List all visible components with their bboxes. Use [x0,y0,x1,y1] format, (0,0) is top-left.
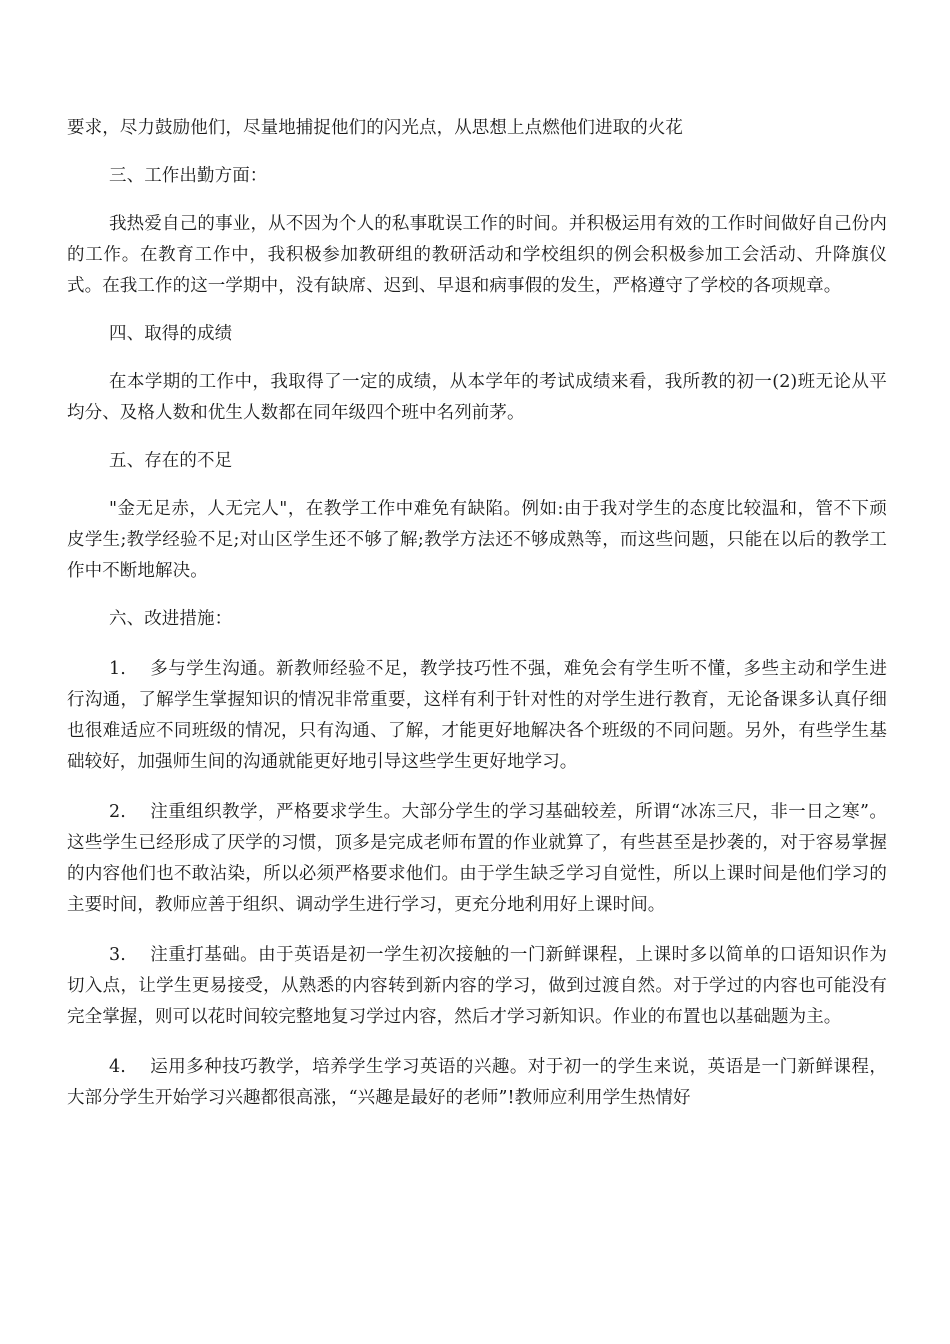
paragraph-continuation: 要求，尽力鼓励他们，尽量地捕捉他们的闪光点，从思想上点燃他们进取的火花 [67,118,683,138]
section-heading-shortcomings: 五、存在的不足 [109,451,233,471]
section-heading-attendance: 三、工作出勤方面： [109,166,268,186]
section-heading-achievements: 四、取得的成绩 [109,324,233,344]
paragraph-achievements: 在本学期的工作中，我取得了一定的成绩，从本学年的考试成绩来看，我所教的初一(2)班无论从平均分、及格人数和优生人数都在同年级四个班中名列前茅。 [67,372,887,423]
document-page [67,113,887,1114]
list-item-1: 1. 多与学生沟通。新教师经验不足，教学技巧性不强，难免会有学生听不懂，多些主动和学生进行沟通，了解学生掌握知识的情况非常重要，这样有利于针对性的对学生进行教育，无论备课多认真仔细也很难适应不同班级的情况，只有沟通、了解，才能更好地解决各个班级的不同问题。另外，有些学生基础较好，加强师生间的沟通就能更好地引导这些学生更好地学习。 [67,659,887,772]
section-heading-improvements: 六、改进措施： [109,609,233,629]
list-item-4: 4. 运用多种技巧教学，培养学生学习英语的兴趣。对于初一的学生来说，英语是一门新鲜课程，大部分学生开始学习兴趣都很高涨，“兴趣是最好的老师”!教师应利用学生热情好 [67,1057,887,1108]
list-item-3: 3. 注重打基础。由于英语是初一学生初次接触的一门新鲜课程，上课时多以简单的口语知识作为切入点，让学生更易接受，从熟悉的内容转到新内容的学习，做到过渡自然。对于学过的内容也可能没有完全掌握，则可以花时间较完整地复习学过内容，然后才学习新知识。作业的布置也以基础题为主。 [67,945,887,1027]
list-item-2: 2. 注重组织教学，严格要求学生。大部分学生的学习基础较差，所谓“冰冻三尺，非一日之寒”。这些学生已经形成了厌学的习惯，顶多是完成老师布置的作业就算了，有些甚至是抄袭的，对于容易掌握的内容他们也不敢沾染，所以必须严格要求他们。由于学生缺乏学习自觉性，所以上课时间是他们学习的主要时间，教师应善于组织、调动学生进行学习，更充分地利用好上课时间。 [67,802,887,915]
paragraph-attendance: 我热爱自己的事业，从不因为个人的私事耽误工作的时间。并积极运用有效的工作时间做好自己份内的工作。在教育工作中，我积极参加教研组的教研活动和学校组织的例会积极参加工会活动、升降旗仪式。在我工作的这一学期中，没有缺席、迟到、早退和病事假的发生，严格遵守了学校的各项规章。 [67,214,887,296]
paragraph-shortcomings: "金无足赤，人无完人"，在教学工作中难免有缺陷。例如:由于我对学生的态度比较温和，管不下顽皮学生;教学经验不足;对山区学生还不够了解;教学方法还不够成熟等，而这些问题，只能在以后的教学工作中不断地解决。 [67,499,887,581]
